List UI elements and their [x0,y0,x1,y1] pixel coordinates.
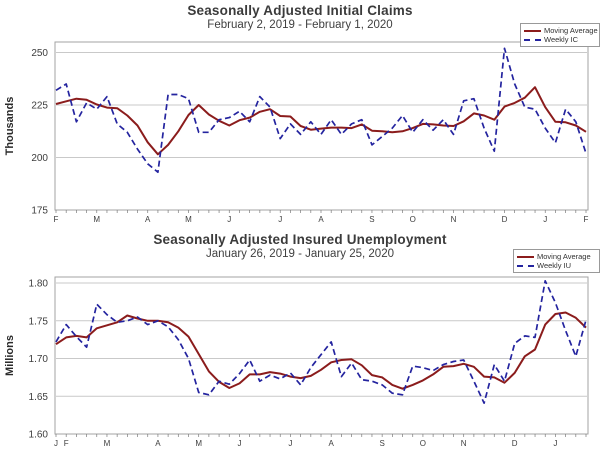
chart-title: Seasonally Adjusted Initial Claims [187,3,413,18]
month-label: A [145,215,151,224]
y-tick-label: 1.60 [28,429,48,441]
y-tick-label: 225 [31,100,48,112]
plot-border [55,277,588,434]
month-label: J [54,439,58,448]
month-label: D [511,439,518,448]
y-tick-label: 200 [31,153,48,164]
month-label: F [583,215,589,224]
moving-average-line-swatch [517,256,534,258]
y-tick-label: 175 [31,205,48,217]
month-label: D [501,215,508,224]
month-label: O [419,439,427,448]
month-label: J [237,439,242,448]
weekly-iu-line-swatch [517,265,534,267]
initial-claims-chart [0,0,600,230]
moving-average-line-swatch [524,30,541,32]
month-label: N [450,215,457,224]
legend-item-moving-average [524,26,596,35]
chart-title: Seasonally Adjusted Insured Unemployment [153,232,447,247]
month-label: J [227,215,232,224]
month-label: F [53,215,59,224]
initial-claims-plot [0,0,600,230]
legend [513,249,600,273]
y-tick-label: 1.70 [28,354,48,366]
month-label: J [278,215,283,224]
y-tick-label: 250 [31,48,48,59]
legend-item-weekly-iu [517,261,596,270]
legend-item-moving-average [517,252,596,261]
month-label: F [63,439,69,448]
plot-border [55,42,588,210]
month-label: J [553,439,558,448]
legend-label-moving-average: Moving Average [537,252,591,261]
month-label: S [379,439,385,448]
y-tick-label: 1.75 [28,316,48,328]
series-line-moving-average [56,313,586,389]
y-axis-label: Thousands [4,96,16,156]
month-label: N [460,439,467,448]
y-tick-label: 1.80 [28,278,48,290]
series-line-weekly-ic [56,48,586,172]
legend-label-moving-average: Moving Average [544,26,598,35]
month-label: S [369,215,375,224]
month-label: M [103,439,111,448]
legend-item-weekly-ic [524,35,596,44]
chart-subtitle: January 26, 2019 - January 25, 2020 [206,248,394,260]
legend [520,23,600,47]
month-label: J [543,215,548,224]
y-tick-label: 1.65 [28,391,48,403]
month-label: M [195,439,203,448]
month-label: A [155,439,161,448]
month-label: M [185,215,192,224]
insured-unemployment-chart [0,230,600,467]
month-label: O [409,215,416,224]
y-axis-label: Millions [4,335,16,376]
month-label: M [93,215,101,224]
month-label: A [328,439,334,448]
legend-label-weekly-ic: Weekly IC [544,35,579,44]
month-label: J [288,439,293,448]
series-line-weekly-iu [56,281,586,403]
insured-unemployment-plot [0,230,600,467]
chart-subtitle: February 2, 2019 - February 1, 2020 [207,19,393,31]
weekly-ic-line-swatch [524,39,541,41]
month-label: A [318,215,324,224]
legend-label-weekly-iu: Weekly IU [537,261,572,270]
